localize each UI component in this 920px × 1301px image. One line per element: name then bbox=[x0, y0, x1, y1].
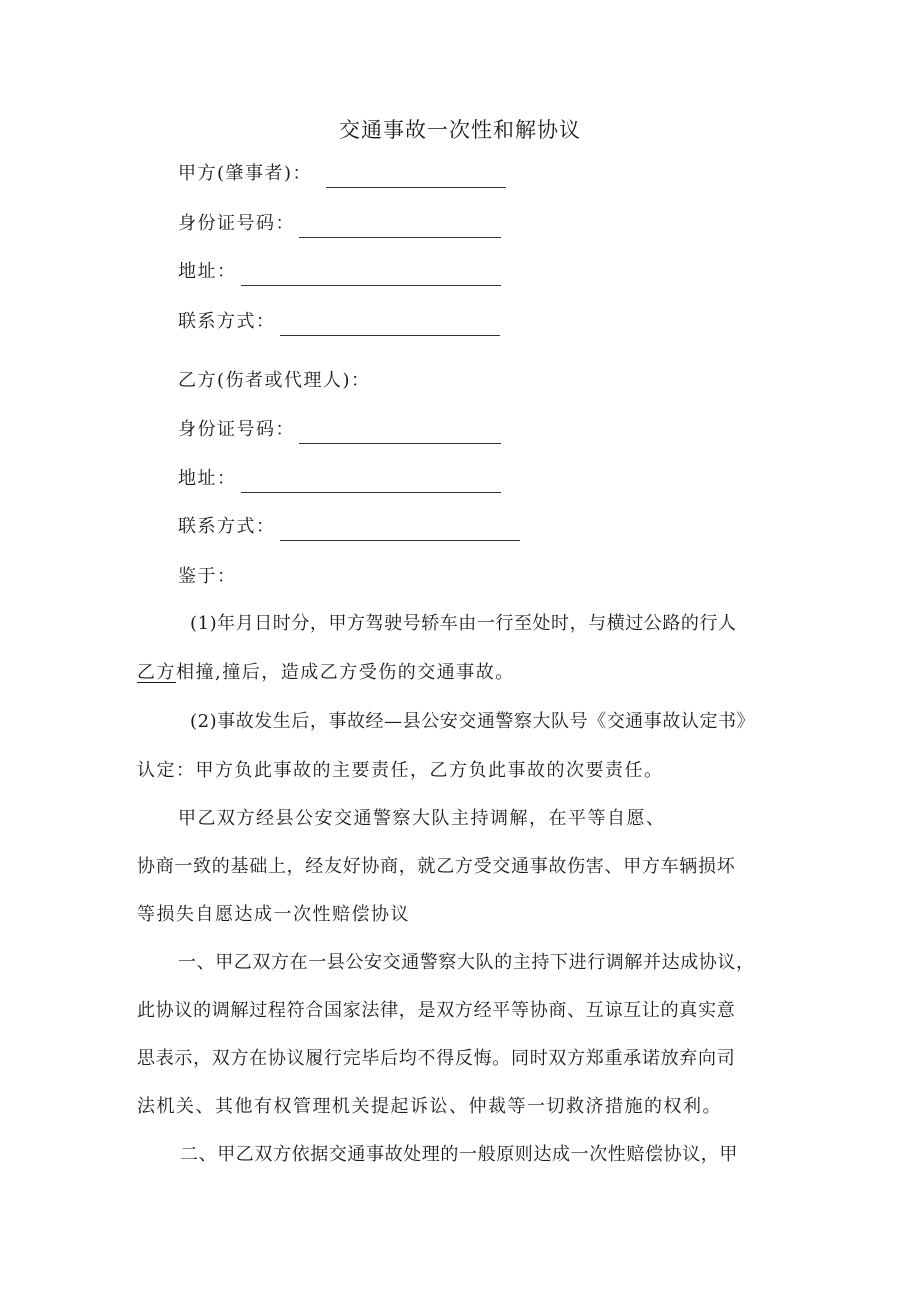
clause1-underlined-party: 乙方 bbox=[137, 662, 176, 683]
clause2-line2: 认定：甲方负此事故的主要责任，乙方负此事故的次要责任。 bbox=[137, 760, 664, 781]
party-a-address-field[interactable] bbox=[241, 263, 501, 286]
party-a-id-row bbox=[178, 210, 501, 238]
party-a-contact-label: 联系方式： bbox=[178, 311, 276, 332]
party-b-id-row bbox=[178, 416, 501, 444]
party-a-id-field[interactable] bbox=[299, 215, 501, 238]
party-a-address-row bbox=[178, 258, 501, 286]
clause1-line2-rest: 相撞,撞后，造成乙方受伤的交通事故。 bbox=[176, 662, 515, 683]
document-title: 交通事故一次性和解协议 bbox=[339, 118, 581, 142]
article1-line2: 此协议的调解过程符合国家法律，是双方经平等协商、互谅互让的真实意 bbox=[137, 1000, 736, 1021]
party-a-id-label: 身份证号码： bbox=[178, 213, 295, 234]
mediation-line3: 等损失自愿达成一次性赔偿协议 bbox=[137, 904, 410, 925]
clause2-line1: (2)事故发生后，事故经—县公安交通警察大队号《交通事故认定书》 bbox=[190, 711, 756, 732]
party-a-label: 甲方(肇事者)： bbox=[178, 163, 313, 184]
party-b-contact-field[interactable] bbox=[280, 518, 520, 541]
party-a-contact-field[interactable] bbox=[280, 313, 500, 336]
article1-line1: 一、甲乙双方在一县公安交通警察大队的主持下进行调解并达成协议， bbox=[178, 952, 755, 973]
party-a-name-field[interactable] bbox=[326, 165, 506, 188]
article1-line3: 思表示，双方在协议履行完毕后均不得反悔。同时双方郑重承诺放弃向司 bbox=[137, 1048, 736, 1069]
clause1-line1: (1)年月日时分，甲方驾驶号轿车由一行至处时，与横过公路的行人 bbox=[190, 613, 737, 634]
party-a-address-label: 地址： bbox=[178, 261, 237, 282]
article1-line4: 法机关、其他有权管理机关提起诉讼、仲裁等一切救济措施的权利。 bbox=[137, 1096, 722, 1117]
mediation-line1: 甲乙双方经县公安交通警察大队主持调解，在平等自愿、 bbox=[178, 808, 666, 829]
party-b-contact-row bbox=[178, 513, 520, 541]
party-b-address-field[interactable] bbox=[241, 470, 501, 493]
clause1-line2 bbox=[137, 659, 515, 687]
party-b-address-label: 地址： bbox=[178, 468, 237, 489]
mediation-line2: 协商一致的基础上，经友好协商，就乙方受交通事故伤害、甲方车辆损坏 bbox=[137, 856, 736, 877]
party-a-contact-row bbox=[178, 308, 500, 336]
article2-line1: 二、甲乙双方依据交通事故处理的一般原则达成一次性赔偿协议，甲 bbox=[180, 1144, 738, 1165]
party-b-label: 乙方(伤者或代理人)： bbox=[178, 370, 371, 391]
party-a-row bbox=[178, 160, 506, 188]
whereas-label: 鉴于： bbox=[178, 566, 237, 587]
party-b-id-label: 身份证号码： bbox=[178, 419, 295, 440]
party-b-id-field[interactable] bbox=[299, 421, 501, 444]
party-b-address-row bbox=[178, 465, 501, 493]
party-b-contact-label: 联系方式： bbox=[178, 516, 276, 537]
